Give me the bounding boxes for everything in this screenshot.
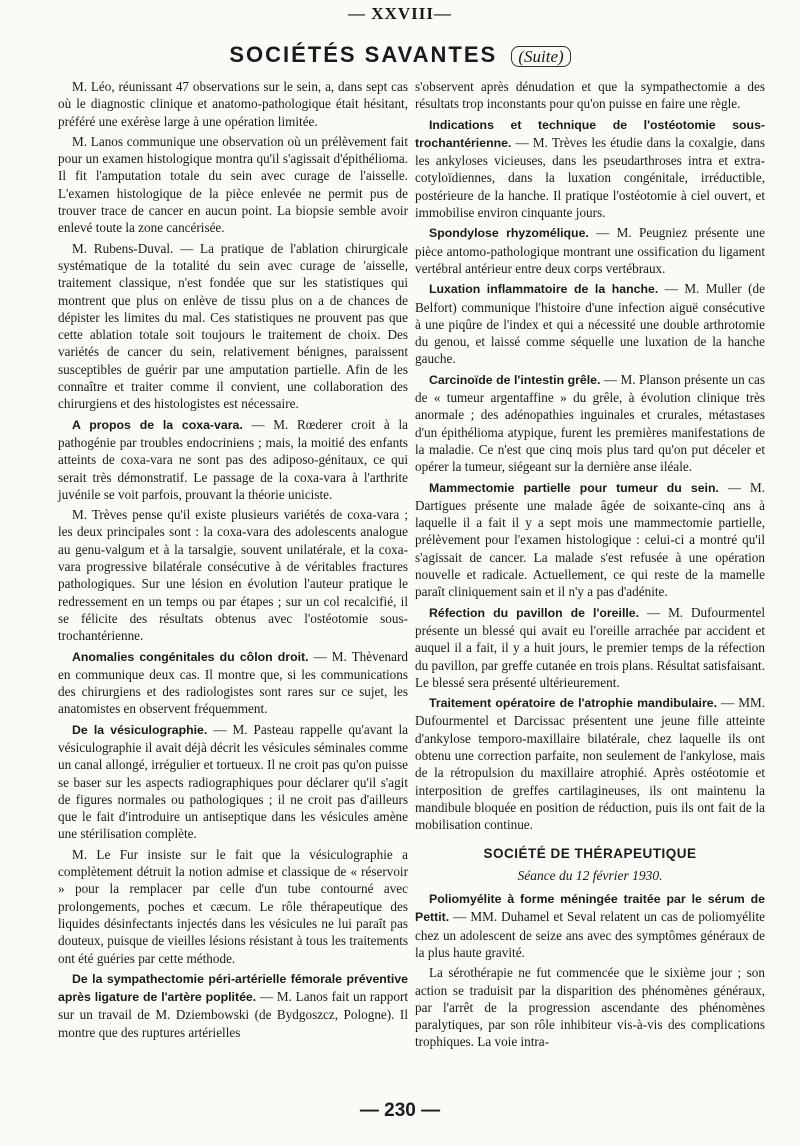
paragraph: M. Lanos communique une observation où un prélèvement fait pour un examen histologique montra qu'il s'agissait d'épithélioma. Il fit l'amputation totale du sein avec curage de l'aisselle. L'examen histologique de la pièce enlevée ne permit pus de trouver trace de cancer en aucun point. La biopsie semble avoir enlevé toute la zone cancérisée. (58, 133, 408, 236)
rubric-heading: Carcinoïde de l'intestin grêle. (429, 372, 601, 387)
paragraph (415, 890, 765, 961)
rubric-body: — M. Peugniez présente une pièce antomo-pathologique montrant une ossification du ligament vertébral antérieur entre deux corps vertébraux. (415, 225, 765, 276)
title-text: SOCIÉTÉS SAVANTES (229, 42, 498, 67)
right-column (415, 78, 765, 1054)
roman-page-number: — XXVIII— (348, 4, 452, 23)
rubric-body: — M. Rœderer croit à la pathogénie par troubles endocriniens ; mais, la moitié des enfants atteints de coxa-vara ne sont pas des adiposo-génitaux, ce qui serait très démonstratif. Le passage de la coxa-vara à l'arthrite juvénile se voit parfois, prouvant la théorie uniciste. (58, 416, 408, 502)
paragraph (415, 479, 765, 601)
rubric-body: — M. Dufourmentel présente un blessé qui avait eu l'oreille arrachée par accident et auquel il a fait, il y a huit jours, le premier temps de la réfection du pavillon, par greffe cutanée en trois plans. Résultat satisfaisant. Le blessé sera présenté ultérieurement. (415, 604, 765, 690)
paragraph: M. Léo, réunissant 47 observations sur le sein, a, dans sept cas où le diagnostic clinique et anatomo-pathologique était hésitant, préféré une exérèse large à une opération limitée. (58, 79, 408, 129)
rubric-body: — M. Trèves les étudie dans la coxalgie, dans les ankyloses vicieuses, dans les pseudarthroses intra et extra-cotyloïdiennes, dans la luxation congénitale, irréductible, postérieure de la hanche. Il pratique l'ostéotomie à ciel ouvert, et immobilise environ cinquante jours. (415, 134, 765, 221)
rubric-heading: A propos de la coxa-vara. (72, 417, 243, 432)
paragraph (415, 604, 765, 691)
rubric-body: — MM. Dufourmentel et Darcissac présentent une jeune fille atteinte d'ankylose temporo-maxillaire bilatérale, chez laquelle ils ont obtenu une correction parfaite, non seulement de l'ankylose, mais de la rétropulsion du maxillaire atrophié. Après ostéotomie et interposition de greffes cartilagineuses, ils ont maintenu la mandibule bloquée en position de réduction, puis ils ont fait de la mobilisation continue. (415, 695, 766, 833)
paragraph (58, 416, 408, 503)
rubric-body: — M. Lanos fait un rapport sur un travail de M. Dziembowski (de Bydgoszcz, Pologne). Il montre que des ruptures artérielles (58, 989, 408, 1040)
section-date: Séance du 12 février 1930. (517, 867, 663, 883)
page-title (0, 42, 800, 68)
rubric-heading: De la sympathectomie péri-artérielle fémorale préventive après ligature de l'artère poplitée. (58, 971, 408, 1005)
left-column (58, 78, 408, 1044)
section-title: SOCIÉTÉ DE THÉRAPEUTIQUE (483, 846, 697, 862)
paragraph: La sérothérapie ne fut commencée que le sixième jour ; son action se traduisit par la disparition des phénomènes généraux, par l'arrêt de la progression ascendante des phénomènes paralytiques, par son rôle inhibiteur vis-à-vis des complications trophiques. La voie intra- (415, 965, 765, 1050)
rubric-body: — M. Dartigues présente une malade âgée de soixante-cinq ans à laquelle il a fait il y a sept mois une mammectomie partielle, prélèvement pour l'examen histologique : celui-ci a montré qu'il s'agissait de cancer. La malade s'est refusée à une opération nouvelle et radicale. Actuellement, ce qui reste de la mamelle paraît cliniquement sain et il n'y a pas d'adénite. (415, 479, 765, 600)
rubric-heading: Mammectomie partielle pour tumeur du sein. (429, 480, 719, 495)
page-number: — 230 — (359, 1100, 441, 1121)
paragraph (58, 970, 408, 1041)
rubric-heading: Poliomyélite à forme méningée traitée par le sérum de Pettit. (415, 892, 765, 925)
paragraph (415, 280, 765, 367)
rubric-body: — M. Planson présente un cas de « tumeur argentaffine » du grêle, à évolution clinique très anormale ; des adénopathies inguinales et crurales, métastases d'un épithélioma atypique, furent les premières manifestations de la maladie. Ce n'est que cinq mois plus tard qu'on put déceler et opérer la tumeur, siégeant sur la dernière anse iléale. (415, 371, 766, 475)
title-suite: (Suite) (511, 46, 570, 67)
paragraph: M. Rubens-Duval. — La pratique de l'ablation chirurgicale systématique de la totalité du sein avec curage de 'aisselle, traitement classique, n'est fondée que sur les statistiques qui montrent que plus on enlève de tissu plus on a de chances de dépister les limites du mal. Ces statistiques ne prouvent pas que cette ablation totale soit toujours le traitement de choix. Des variétés de cancer du sein, relativement bénignes, paraissent susceptibles de guérir par une amputation partielle. Afin de les connaître et traiter comme il convient, une collaboration des chirurgiens et des histologistes est nécessaire. (58, 240, 408, 412)
rubric-heading: Spondylose rhyzomélique. (429, 226, 589, 241)
rubric-body: — M. Pasteau rappelle qu'avant la vésiculographie il avait déjà décrit les vésicules séminales comme un canal allongé, irrégulier et tortueux. Il ne croit pas qu'on puisse se baser sur les aspects radiographiques pour déclarer qu'il s'agit de figures normales ou pathologiques ; il ne croit pas d'ailleurs que le fait d'introduire un antiseptique dans les vésicules amène une stérilisation complète. (58, 721, 408, 842)
rubric-heading: Réfection du pavillon de l'oreille. (429, 605, 640, 620)
rubric-body: — M. Thèvenard en communique deux cas. Il montre que, si les communications des chirurgiens et des radiologistes sont rares sur ce sujet, les anatomistes en observent fréquemment. (58, 648, 408, 717)
paragraph (415, 224, 765, 277)
paragraph (415, 371, 765, 476)
rubric-heading: Indications et technique de l'ostéotomie sous-trochantérienne. (415, 117, 765, 150)
paragraph (58, 648, 408, 718)
rubric-heading: Luxation inflammatoire de la hanche. (429, 282, 659, 297)
rubric-heading: De la vésiculographie. (72, 722, 208, 737)
paragraph (58, 721, 408, 843)
paragraph: M. Trèves pense qu'il existe plusieurs variétés de coxa-vara ; les deux principales sont : la coxa-vara des adolescents analogue au genu-valgum et à la tarsalgie, souvent unilatérale, et la coxa-vara progressive bilatérale consécutive à de véritables fractures pathologiques. Sur une lésion en évolution l'auteur pratique le redressement en un temps ou par étapes ; sur un col recalcifié, il se félicite des résultats obtenus avec l'ostéotomie sous-trochantérienne. (58, 507, 408, 644)
paragraph: s'observent après dénudation et que la sympathectomie a des résultats trop inconstants pour qu'on puisse en faire une règle. (415, 79, 765, 112)
rubric-heading: Traitement opératoire de l'atrophie mandibulaire. (429, 696, 718, 711)
paragraph: M. Le Fur insiste sur le fait que la vésiculographie a complètement détruit la notion admise et classique de « réservoir » pour la remplacer par celle d'un tube contourné avec prolongements, poches et cæcum. Le rôle thérapeutique des liquides désinfectants injectés dans les vésicules ne lui paraît pas douteux, puisque de vieilles lésions résistant à tous les traitements ont été guéries par cette méthode. (58, 846, 408, 966)
rubric-body: — MM. Duhamel et Seval relatent un cas de poliomyélite chez un adolescent de seize ans avec des symptômes généraux de la plus haute gravité. (415, 909, 765, 960)
paragraph (415, 694, 765, 833)
paragraph (415, 116, 765, 222)
rubric-body: — M. Muller (de Belfort) communique l'histoire d'une infection aiguë consécutive à une piqûre de l'index et qui a nécessité une double arthrotomie du genou, et laissé comme séquelle une luxation de la hanche gauche. (415, 281, 765, 367)
rubric-heading: Anomalies congénitales du côlon droit. (72, 649, 309, 664)
